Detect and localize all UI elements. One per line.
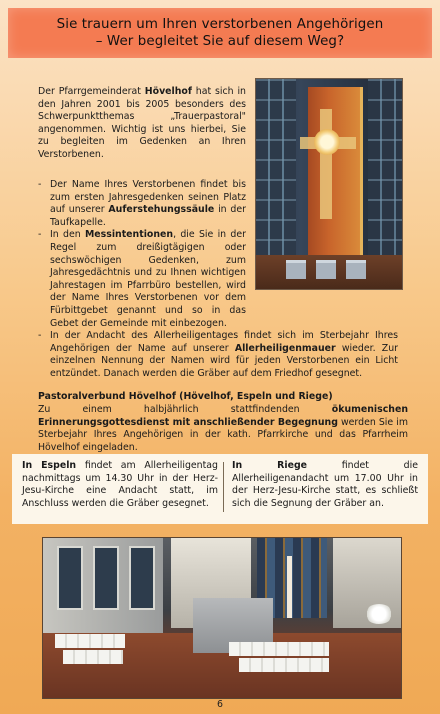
bullet-item-auferstehungssaeule — [38, 179, 246, 229]
church-interior-photo — [42, 537, 402, 699]
grave-lights-left-lower — [63, 650, 123, 664]
espeln-label: In Espeln — [22, 460, 77, 471]
intro-text-end: hat sich in den Jahren 2001 bis 2005 besonders des Schwerpunktthemas „Trauerpastoral" angenommen. Wichtig ist uns hierbei, Sie zu begleiten im Gedenken an Ihren Verstorbenen. — [38, 86, 246, 160]
grave-lights-right — [229, 642, 329, 656]
parish-info-box — [12, 454, 428, 524]
bullet-bold-term: Auferstehungssäule — [108, 204, 215, 216]
intro-bold-hoevelhof: Hövelhof — [144, 86, 192, 97]
paschal-candle — [287, 556, 292, 618]
bullet-text-start: In den — [50, 229, 85, 241]
espeln-info — [22, 460, 218, 510]
grave-lights-left — [55, 634, 125, 648]
pastoral-text-start: Zu einem halbjährlich stattfindenden — [38, 404, 332, 415]
pastoral-section-title: Pastoralverbund Hövelhof (Hövelhof, Espeln und Riege) — [38, 391, 333, 402]
bullet-bold-term: Messintentionen — [84, 229, 174, 241]
bullet-text-end: wieder. Zur einzelnen Nennung der Namen wird für jeden Verstorbenen ein Licht entzündet. Danach werden die Gräber auf dem Friedhof gesegnet. — [50, 342, 398, 379]
riege-text: findet die Allerheiligenandacht um 17.00 Uhr in der Herz-Jesu-Kirche statt, es schließt sich die Segnung der Gräber an. — [232, 460, 418, 509]
riege-label: In Riege — [232, 460, 308, 471]
pastoral-bold-event: ökumenischen Erinnerungsgottesdienst mit anschließender Begegnung — [38, 404, 408, 428]
bullet-item-messintentionen — [38, 229, 398, 330]
title-band — [8, 8, 432, 58]
espeln-text: findet am Allerheiligentag nachmittags um 14.30 Uhr in der Herz-Jesu-Kirche eine Andacht statt, im Anschluss werden die Gräber gesegnet. — [22, 460, 218, 509]
bullet-text-start: Der Name Ihres Verstorbenen findet bis zum ersten Jahresgedenken seinen Platz auf unserer — [50, 179, 246, 216]
intro-paragraph — [38, 86, 246, 162]
grave-lights-right-lower — [239, 658, 329, 672]
pastoral-text-end: werden Sie im Sterbejahr Ihres Angehörigen in der kath. Pfarrkirche und das Pfarrheim Hövelhof eingeladen. — [38, 416, 408, 453]
riege-info — [232, 460, 418, 510]
page-title-line-1: Sie trauern um Ihren verstorbenen Angehörigen — [56, 17, 384, 32]
bullet-text-end: in der Taufkapelle. — [50, 204, 246, 228]
intro-text-start: Der Pfarrgemeinderat — [38, 86, 145, 97]
page-number: 6 — [217, 699, 223, 710]
bullet-text-end: , die Sie in der Regel zum dreißigtägigen oder sechswöchigen Gedenken, zum Jahresgedächtnis und zu Ihnen wichtigen Jahrestagen im Pfarrbüro bestellen, wird der Name Ihres Verstorbenen vor dem Fürbittgebet genannt und so in das Gebet der Gemeinde mit einbezogen. — [50, 229, 246, 329]
church-window — [57, 546, 83, 610]
sun-emblem — [314, 129, 340, 155]
page-title-line-2: – Wer begleitet Sie auf diesem Weg? — [95, 34, 345, 49]
pastoral-section-body — [38, 404, 408, 454]
flower-arrangement — [365, 604, 393, 624]
church-window — [93, 546, 119, 610]
bullet-text-start: In der Andacht des Allerheiligentages findet sich im Sterbejahr Ihres Angehörigen der Name auf unserer — [50, 330, 398, 354]
bullet-wrap-narrow — [50, 229, 246, 330]
bullet-item-allerheiligenmauer — [38, 330, 398, 380]
bullet-bold-term: Allerheiligenmauer — [234, 342, 336, 354]
column-divider — [223, 462, 224, 512]
church-window — [129, 546, 155, 610]
bullet-list — [38, 179, 398, 381]
